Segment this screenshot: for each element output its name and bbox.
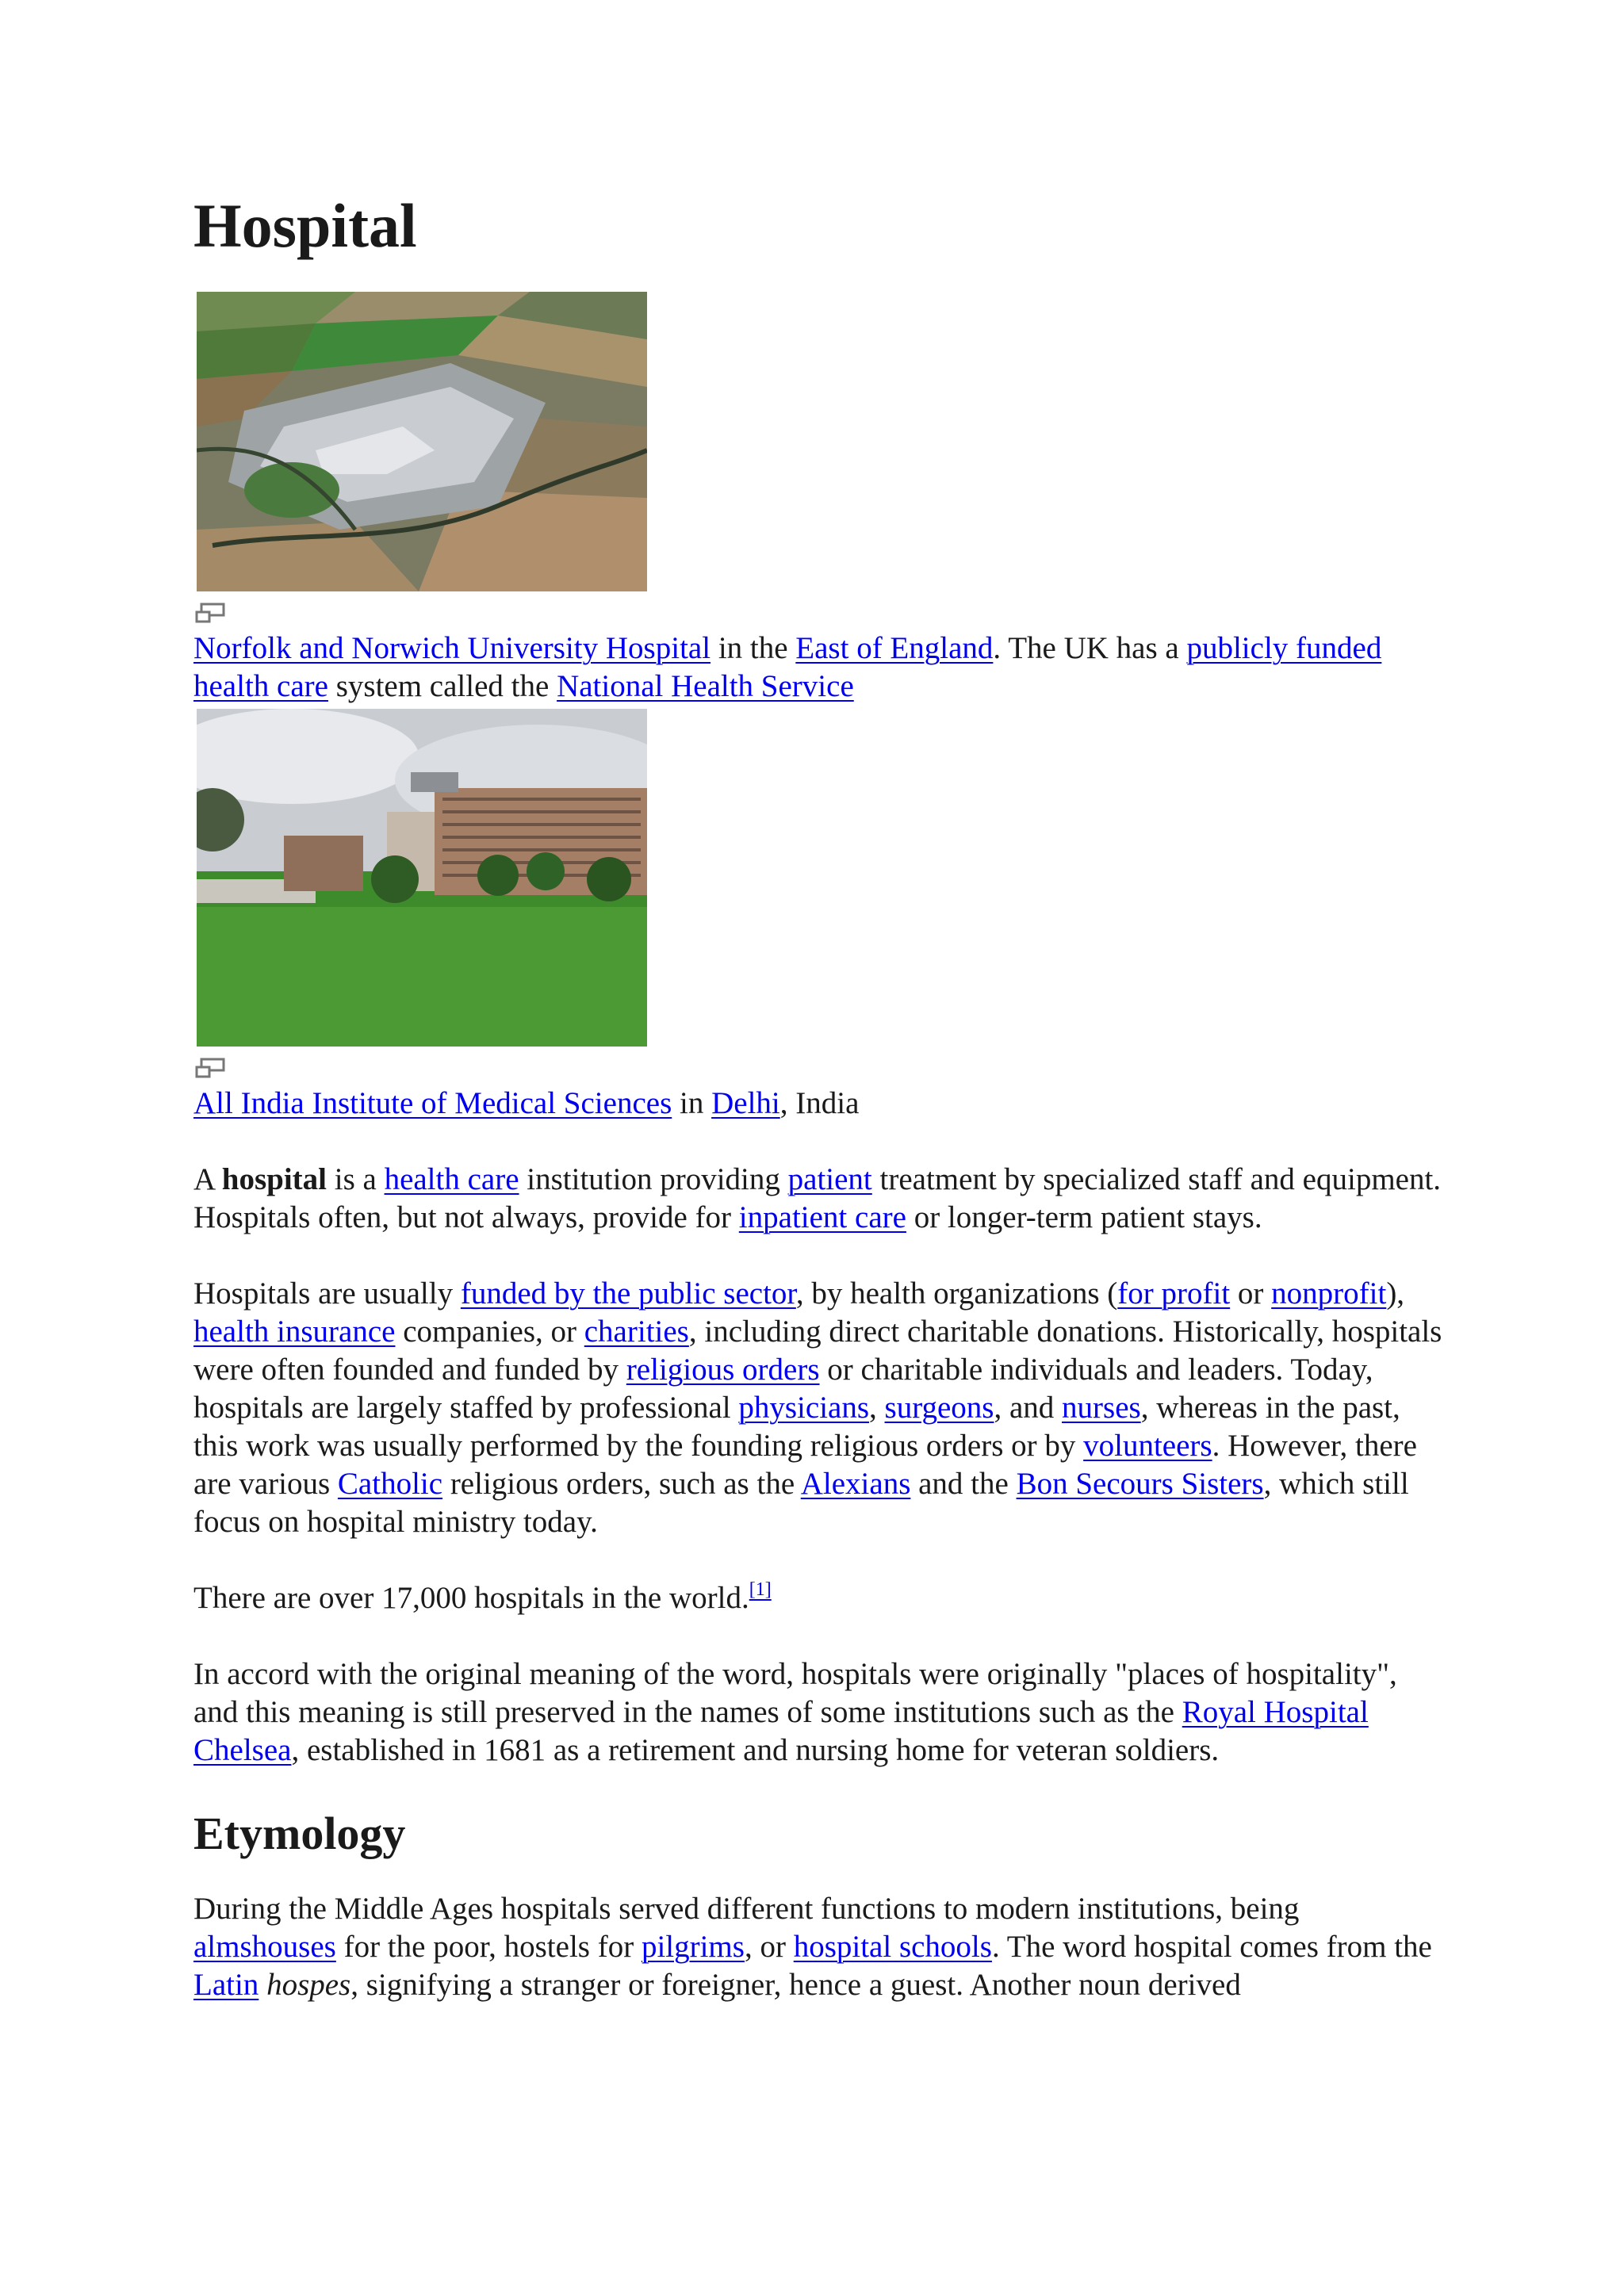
enlarge-icon[interactable] [193,1056,228,1085]
link-nonprofit[interactable]: nonprofit [1271,1276,1387,1311]
enlarge-icon[interactable] [193,601,228,629]
funding-paragraph: Hospitals are usually funded by the public sector, by health organizations (for profit or nonprofit), health insurance companies, or charities, including direct charitable donations. Historically, hospitals were often founded and funded by religious orders or charitable individuals and leaders. Today, hospitals are largely staffed by professional physicians, surgeons, and nurses, whereas in the past, this work was usually performed by the founding religious orders or by volunteers. However, there are various Catholic religious orders, such as the Alexians and the Bon Secours Sisters, which still focus on hospital ministry today. [193,1276,1442,1539]
link-inpatient-care[interactable]: inpatient care [738,1200,906,1234]
institute-building-photo[interactable] [197,709,647,1047]
link-royal-hospital-chelsea[interactable]: Royal Hospital Chelsea [193,1695,1369,1767]
link-bon-secours-sisters[interactable]: Bon Secours Sisters [1016,1467,1264,1501]
link-publicly-funded-health-care[interactable]: publicly funded health care [193,631,1382,703]
link-alexians[interactable]: Alexians [800,1467,911,1501]
figure-aerial [193,292,1446,706]
meaning-paragraph: In accord with the original meaning of the word, hospitals were originally "places of hospitality", and this meaning is still preserved in the names of some institutions such as the Royal Hospital Chelsea, established in 1681 as a retirement and nursing home for veteran soldiers. [193,1657,1397,1767]
aerial-hospital-photo[interactable] [197,292,647,591]
link-volunteers[interactable]: volunteers [1083,1429,1212,1463]
link-charities[interactable]: charities [584,1314,689,1349]
figure-caption: Norfolk and Norwich University Hospital in the East of England. The UK has a publicly funded health care system called the National Health Service [193,631,1382,703]
bold-term: hospital [221,1162,327,1196]
link-surgeons[interactable]: surgeons [884,1391,994,1425]
link-latin[interactable]: Latin [193,1968,259,2002]
article [193,190,1446,2042]
link-funded-by-public-sector[interactable]: funded by the public sector [460,1276,796,1311]
italic-term: hospes [266,1968,351,2002]
link-almshouses[interactable]: almshouses [193,1930,336,1964]
intro-paragraph: A hospital is a health care institution providing patient treatment by specialized staff and equipment. Hospitals often, but not always, provide for inpatient care or longer-term patient stays. [193,1162,1442,1234]
figure-building [193,709,1446,1123]
link-health-care[interactable]: health care [384,1162,519,1196]
link-for-profit[interactable]: for profit [1117,1276,1231,1311]
link-nurses[interactable]: nurses [1062,1391,1141,1425]
section-heading-etymology: Etymology [193,1808,406,1859]
link-catholic[interactable]: Catholic [337,1467,443,1501]
link-physicians[interactable]: physicians [738,1391,870,1425]
link-aiims[interactable]: All India Institute of Medical Sciences [193,1086,672,1120]
count-paragraph: There are over 17,000 hospitals in the world.[1] [193,1579,772,1615]
link-delhi[interactable]: Delhi [711,1086,780,1120]
etymology-paragraph: During the Middle Ages hospitals served different functions to modern institutions, being almshouses for the poor, hostels for pilgrims, or hospital schools. The word hospital comes from the Latin hospes, signifying a stranger or foreigner, hence a guest. Another noun derived [193,1892,1432,2002]
page-title: Hospital [193,191,417,260]
link-national-health-service[interactable]: National Health Service [557,669,854,703]
figure-caption: All India Institute of Medical Sciences in Delhi, India [193,1086,860,1120]
link-pilgrims[interactable]: pilgrims [641,1930,745,1964]
link-east-of-england[interactable]: East of England [795,631,994,665]
link-patient[interactable]: patient [787,1162,872,1196]
reference-link[interactable]: [1] [749,1579,772,1600]
link-norfolk-norwich-hospital[interactable]: Norfolk and Norwich University Hospital [193,631,711,665]
link-health-insurance[interactable]: health insurance [193,1314,396,1349]
link-religious-orders[interactable]: religious orders [626,1353,820,1387]
link-hospital-schools[interactable]: hospital schools [793,1930,992,1964]
